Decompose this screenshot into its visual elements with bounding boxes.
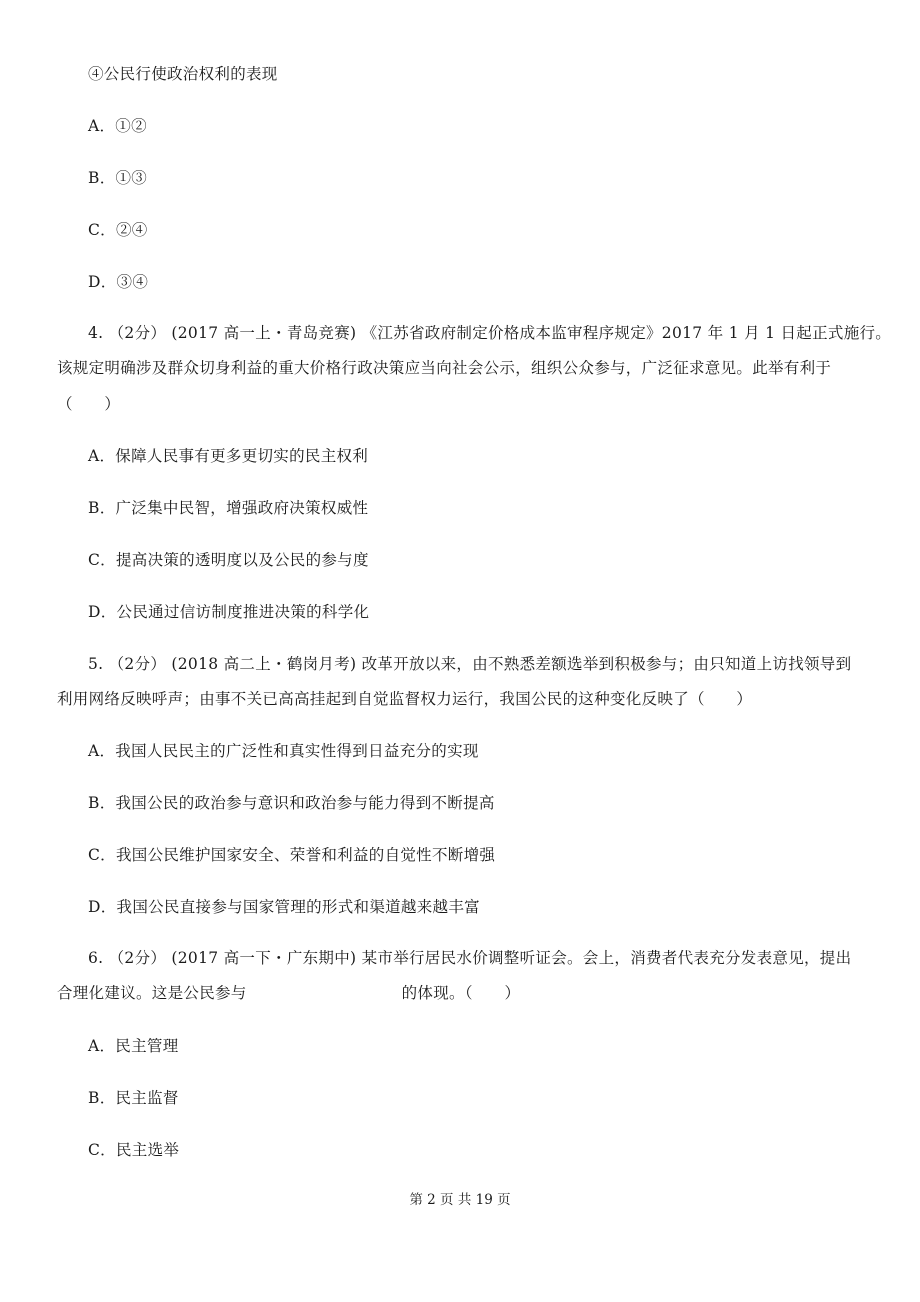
q4-option-a[interactable]: A．保障人民事有更多更切实的民主权利 [88, 447, 369, 465]
q5-stem-line2: 利用网络反映呼声；由事不关已高高挂起到自觉监督权力运行，我国公民的这种变化反映了（ ） [57, 690, 753, 708]
prev-option-b[interactable]: B．①③ [88, 169, 148, 187]
q4-option-d[interactable]: D．公民通过信访制度推进决策的科学化 [88, 603, 370, 621]
q4-stem-line2: 该规定明确涉及群众切身利益的重大价格行政决策应当向社会公示，组织公众参与，广泛征求意见。此举有利于 [57, 359, 832, 377]
q5-stem-line1: 5. （2分） (2018 高二上・鹤岗月考) 改革开放以来，由不熟悉差额选举到积极参与；由只知道上访找领导到 [88, 655, 852, 673]
q4-stem-line1: 4. （2分） (2017 高一上・青岛竞赛) 《江苏省政府制定价格成本监审程序规定》2017 年 1 月 1 日起正式施行。 [88, 324, 892, 342]
q5-option-b[interactable]: B．我国公民的政治参与意识和政治参与能力得到不断提高 [88, 794, 495, 812]
q4-option-b[interactable]: B．广泛集中民智，增强政府决策权威性 [88, 499, 369, 517]
q4-stem-line3: （ ） [57, 395, 121, 413]
q5-option-c[interactable]: C．我国公民维护国家安全、荣誉和利益的自觉性不断增强 [88, 846, 496, 864]
q6-option-b[interactable]: B．民主监督 [88, 1089, 179, 1107]
q5-option-a[interactable]: A．我国人民民主的广泛性和真实性得到日益充分的实现 [88, 742, 479, 760]
q5-option-d[interactable]: D．我国公民直接参与国家管理的形式和渠道越来越丰富 [88, 898, 480, 916]
q6-option-a[interactable]: A．民主管理 [88, 1037, 179, 1055]
q6-option-c[interactable]: C．民主选举 [88, 1141, 180, 1159]
statement-4: ④公民行使政治权利的表现 [88, 65, 278, 83]
q6-stem-line2: 合理化建议。这是公民参与 的体现。（ ） [57, 984, 521, 1002]
prev-option-a[interactable]: A．①② [88, 117, 147, 135]
q4-option-c[interactable]: C．提高决策的透明度以及公民的参与度 [88, 551, 369, 569]
page-footer: 第 2 页 共 19 页 [409, 1192, 511, 1208]
q6-stem-line1: 6. （2分） (2017 高一下・广东期中) 某市举行居民水价调整听证会。会上，消费者代表充分发表意见，提出 [88, 949, 852, 967]
prev-option-d[interactable]: D．③④ [88, 273, 149, 291]
prev-option-c[interactable]: C．②④ [88, 221, 148, 239]
